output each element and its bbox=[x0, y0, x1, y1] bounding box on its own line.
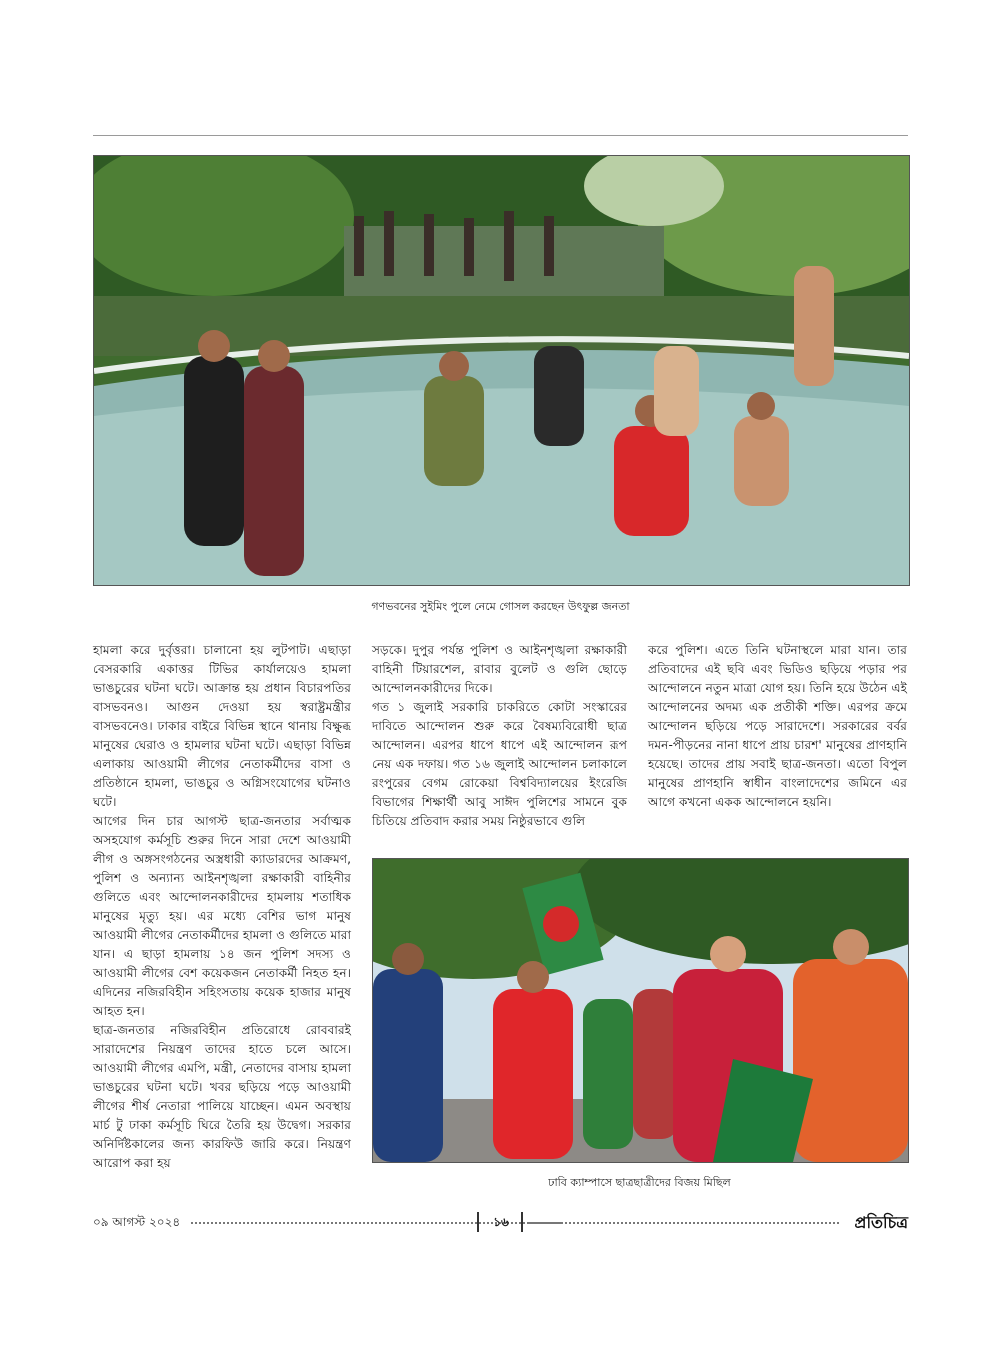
issue-date: ০৯ আগস্ট ২০২৪ bbox=[93, 1215, 181, 1229]
pool-photo-caption: গণভবনের সুইমিং পুলে নেমে গোসল করছেন উৎফুল্ল জনতা bbox=[371, 600, 630, 613]
paragraph: সড়কে। দুপুর পর্যন্ত পুলিশ ও আইনশৃঙ্খলা রক্ষাকারী বাহিনী টিয়ারশেল, রাবার বুলেট ও গুলি ছোড়ে আন্দোলনকারীদের দিকে। bbox=[372, 643, 627, 695]
footer-dotted-line bbox=[529, 1222, 839, 1224]
page-footer bbox=[93, 1210, 908, 1236]
rally-photo-caption: ঢাবি ক্যাম্পাসে ছাত্রছাত্রীদের বিজয় মিছিল bbox=[548, 1176, 731, 1189]
article-column-1 bbox=[93, 641, 351, 1173]
page-number: ১৬ bbox=[493, 1215, 509, 1229]
paragraph: করে পুলিশ। এতে তিনি ঘটনাস্থলে মারা যান। তার প্রতিবাদের এই ছবি এবং ভিডিও ছড়িয়ে পড়ার পর আন্দোলনে নতুন মাত্রা যোগ হয়। তিনি হয়ে উঠেন এই আন্দোলনের অদম্য এক প্রতীকী শক্তি। এরপর ক্রমে আন্দোলন ছড়িয়ে পড়ে সারাদেশে। সরকারের বর্বর দমন-পীড়নের নানা ধাপে প্রায় চারশ' মানুষের প্রাণহানি হয়েছে। তাদের প্রায় সবাই ছাত্র-জনতা। এতো বিপুল মানুষের প্রাণহানি স্বাধীন বাংলাদেশের জমিনে এর আগে কখনো একক আন্দোলনে হয়নি। bbox=[648, 643, 907, 809]
campus-rally-photo bbox=[372, 858, 909, 1163]
article-column-2 bbox=[372, 641, 627, 831]
paragraph: আগের দিন চার আগস্ট ছাত্র-জনতার সর্বাত্মক অসহযোগ কর্মসূচি শুরুর দিনে সারা দেশে আওয়ামী লীগ ও অঙ্গসংগঠনের অস্ত্রধারী ক্যাডারদের আক্রমণ, পুলিশ ও অন্যান্য আইনশৃঙ্খলা রক্ষাকারী বাহিনীর গুলিতে এবং আন্দোলনকারীদের হামলায় শতাধিক মানুষের মৃত্যু হয়। এর মধ্যে বেশির ভাগ মানুষ আওয়ামী লীগের নেতাকর্মীদের হামলা ও গুলিতে মারা যান। এ ছাড়া হামলায় ১৪ জন পুলিশ সদস্য ও আওয়ামী লীগের বেশ কয়েকজন নেতাকর্মী নিহত হন। এদিনের নজিরবিহীন সহিংসতায় কয়েক হাজার মানুষ আহত হন। bbox=[93, 814, 351, 1018]
footer-separator bbox=[521, 1212, 523, 1232]
footer-separator bbox=[477, 1212, 479, 1232]
article-column-3 bbox=[648, 641, 907, 812]
paragraph: হামলা করে দুর্বৃত্তরা। চালানো হয় লুটপাট। এছাড়া বেসরকারি একাত্তর টিভির কার্যালয়েও হামলা ভাঙচুরের ঘটনা ঘটে। আক্রান্ত হয় প্রধান বিচারপতির বাসভবনও। আগুন দেওয়া হয় স্বরাষ্ট্রমন্ত্রীর বাসভবনেও। ঢাকার বাইরে বিভিন্ন স্থানে থানায় বিক্ষুব্ধ মানুষের ঘেরাও ও হামলার ঘটনা ঘটে। এছাড়া বিভিন্ন এলাকায় আওয়ামী লীগের নেতাকর্মীদের বাসা ও প্রতিষ্ঠানে হামলা, ভাঙচুর ও অগ্নিসংযোগের ঘটনাও ঘটে। bbox=[93, 643, 351, 809]
header-rule bbox=[93, 135, 908, 136]
paragraph: গত ১ জুলাই সরকারি চাকরিতে কোটা সংস্কারের দাবিতে আন্দোলন শুরু করে বৈষম্যবিরোধী ছাত্র আন্দোলন। এরপর ধাপে ধাপে এই আন্দোলন রূপ নেয় এক দফায়। গত ১৬ জুলাই আন্দোলন চলাকালে রংপুরের বেগম রোকেয়া বিশ্ববিদ্যালয়ের ইংরেজি বিভাগের শিক্ষার্থী আবু সাঈদ পুলিশের সামনে বুক চিতিয়ে প্রতিবাদ করার সময় নিষ্ঠুরভাবে গুলি bbox=[372, 700, 627, 828]
rally-photo-illustration bbox=[373, 859, 908, 1162]
paragraph: ছাত্র-জনতার নজিরবিহীন প্রতিরোধে রোববারই সারাদেশের নিয়ন্ত্রণ তাদের হাতে চলে আসে। আওয়ামী লীগের এমপি, মন্ত্রী, নেতাদের বাসায় হামলা ভাঙচুরের ঘটনা ঘটে। খবর ছড়িয়ে পড়ে আওয়ামী লীগের শীর্ষ নেতারা পালিয়ে যাচ্ছেন। এমন অবস্থায় মার্চ টু ঢাকা কর্মসূচি ঘিরে তৈরি হয় উদ্বেগ। সরকার অনির্দিষ্টকালের জন্য কারফিউ জারি করে। নিয়ন্ত্রণ আরোপ করা হয় bbox=[93, 1023, 351, 1170]
pool-celebration-photo bbox=[93, 155, 910, 586]
pool-photo-illustration bbox=[94, 156, 909, 585]
publication-logo: প্রতিচিত্র bbox=[854, 1213, 908, 1232]
